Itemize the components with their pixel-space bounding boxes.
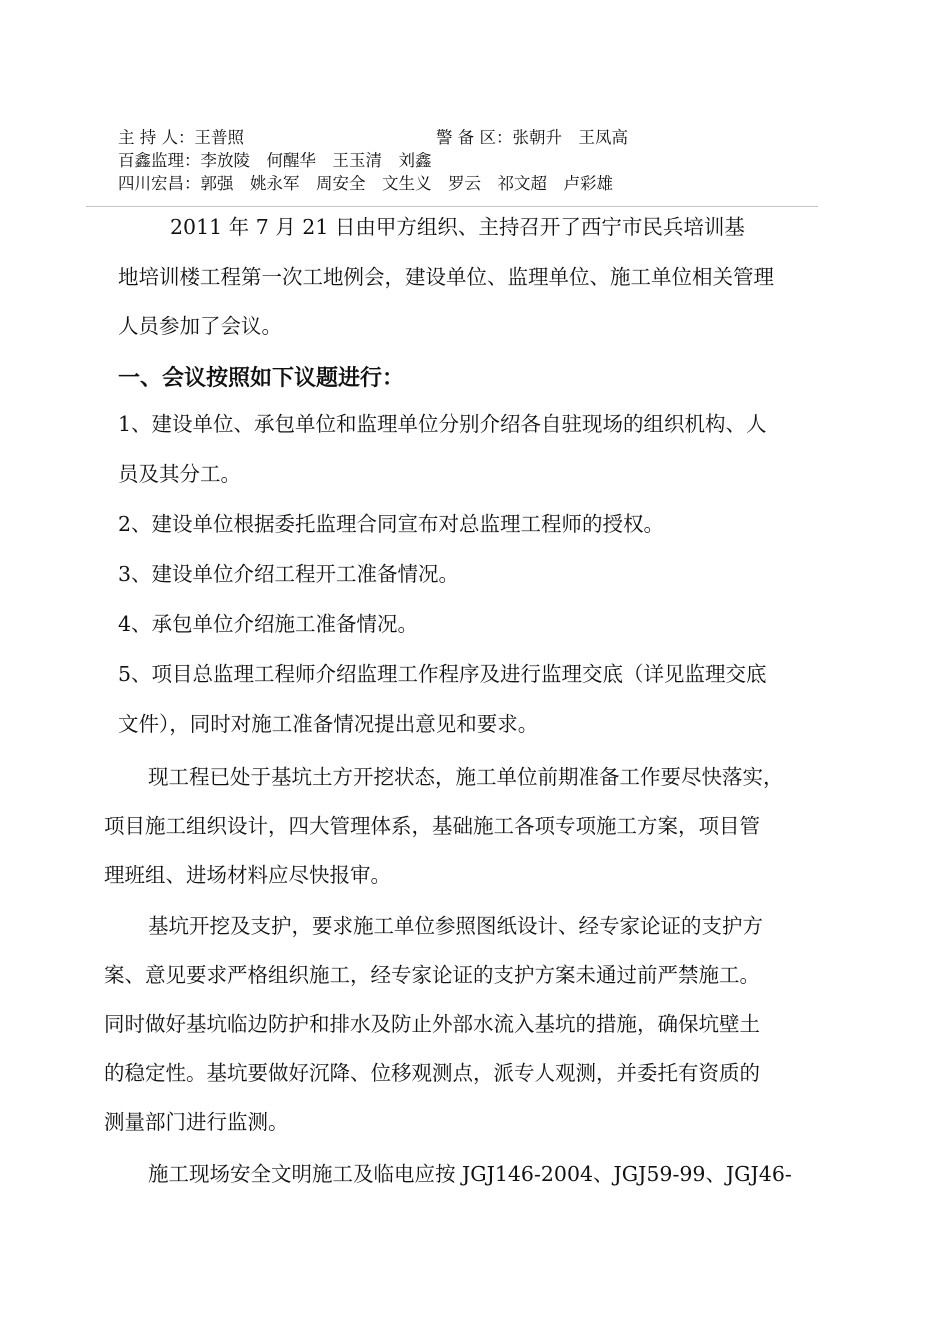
intro-line: 地培训楼工程第一次工地例会，建设单位、监理单位、施工单位相关管理: [118, 265, 774, 289]
agenda-item-5-cont: 文件），同时对施工准备情况提出意见和要求。: [118, 712, 539, 736]
garrison-attendees: 警 备 区：张朝升 王凤高: [436, 128, 628, 147]
intro-line: 2011 年 7 月 21 日由甲方组织、主持召开了西宁市民兵培训基: [170, 215, 745, 239]
attendee-row: [118, 126, 758, 149]
paragraph-line: 施工现场安全文明施工及临电应按 JGJ146-2004、JGJ59-99、JGJ46-: [148, 1162, 792, 1186]
section-heading: 一、会议按照如下议题进行：: [118, 366, 405, 391]
agenda-item-1-cont: 员及其分工。: [118, 462, 241, 486]
agenda-item-4: 4、承包单位介绍施工准备情况。: [118, 612, 419, 636]
intro-line: 人员参加了会议。: [118, 314, 282, 338]
agenda-item-5: 5、项目总监理工程师介绍监理工作程序及进行监理交底（详见监理交底: [118, 662, 767, 686]
host-label: 主 持 人：王普照: [118, 128, 244, 147]
paragraph-line: 基坑开挖及支护，要求施工单位参照图纸设计、经专家论证的支护方: [148, 914, 763, 938]
agenda-item-2: 2、建设单位根据委托监理合同宣布对总监理工程师的授权。: [118, 512, 665, 536]
supervision-attendees: 百鑫监理：李放陵 何醒华 王玉清 刘鑫: [118, 151, 432, 170]
paragraph-line: 现工程已处于基坑土方开挖状态，施工单位前期准备工作要尽快落实，: [148, 765, 784, 789]
paragraph-line: 理班组、进场材料应尽快报审。: [104, 863, 391, 887]
contractor-attendees: 四川宏昌：郭强 姚永军 周安全 文生义 罗云 祁文超 卢彩雄: [118, 174, 613, 193]
paragraph-line: 项目施工组织设计，四大管理体系，基础施工各项专项施工方案，项目管: [104, 814, 760, 838]
paragraph-line: 案、意见要求严格组织施工，经专家论证的支护方案未通过前严禁施工。: [104, 963, 760, 987]
attendee-row: [118, 149, 758, 172]
agenda-item-3: 3、建设单位介绍工程开工准备情况。: [118, 562, 460, 586]
attendee-list: [118, 126, 758, 195]
attendee-row: [118, 172, 758, 195]
paragraph-line: 的稳定性。基坑要做好沉降、位移观测点，派专人观测，并委托有资质的: [104, 1061, 760, 1085]
paragraph-line: 同时做好基坑临边防护和排水及防止外部水流入基坑的措施，确保坑壁土: [104, 1012, 760, 1036]
agenda-item-1: 1、建设单位、承包单位和监理单位分别介绍各自驻现场的组织机构、人: [118, 412, 767, 436]
paragraph-line: 测量部门进行监测。: [104, 1110, 289, 1134]
header-divider: [86, 206, 818, 207]
